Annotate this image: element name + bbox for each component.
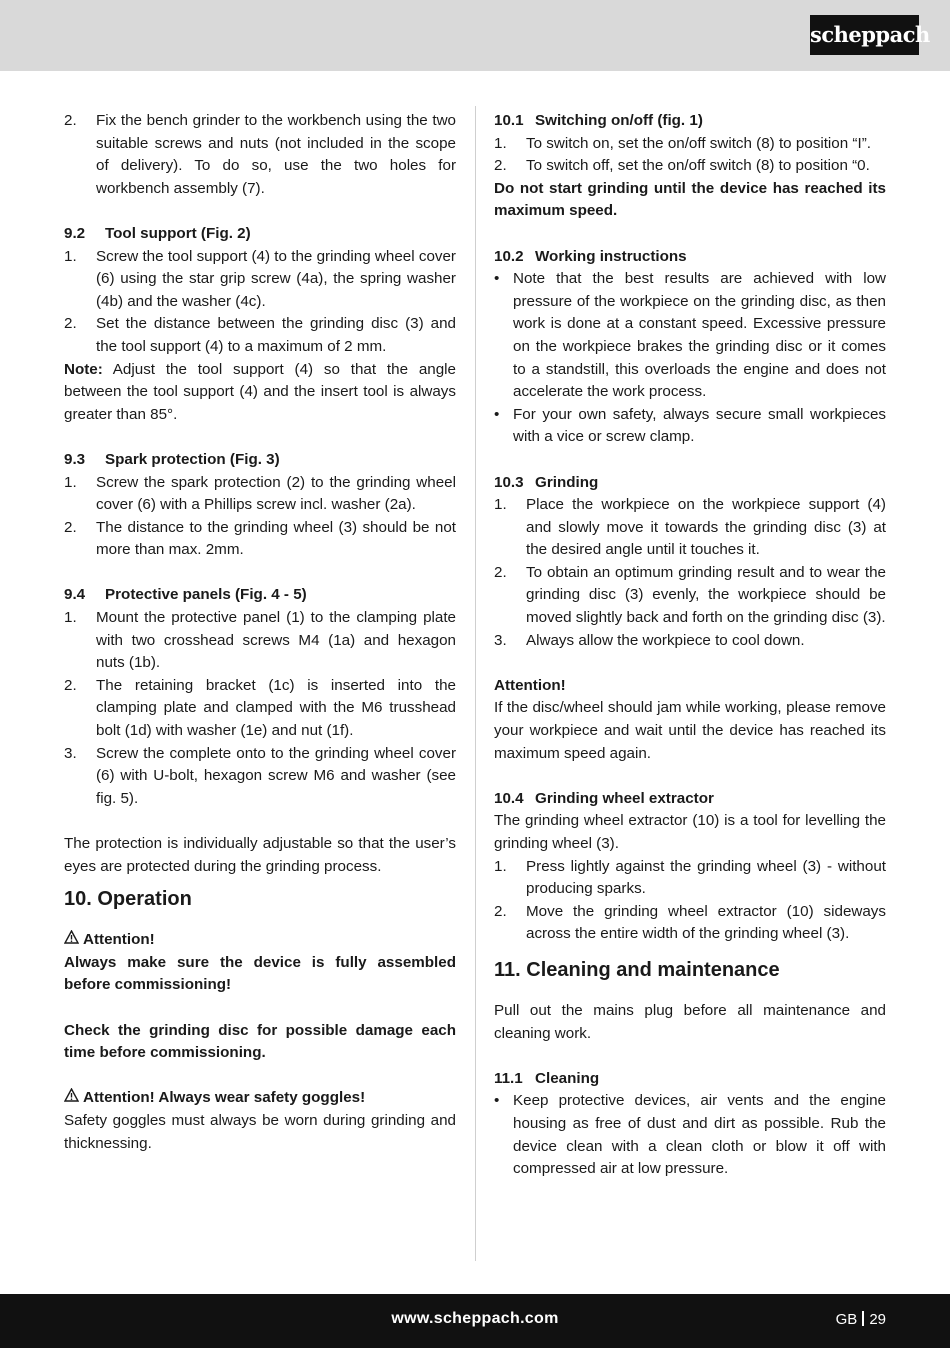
footer-url[interactable]: www.scheppach.com	[391, 1310, 559, 1327]
extractor-intro: The grinding wheel extractor (10) is a tool for levelling the grinding wheel (3).	[494, 812, 886, 852]
bullet-item: • For your own safety, always secure small workpieces with a vice or screw clamp.	[494, 404, 886, 449]
list-number: 3.	[494, 631, 507, 649]
section-title: Cleaning	[535, 1069, 600, 1087]
section-title: Switching on/off (fig. 1)	[535, 112, 703, 129]
list-text: Place the workpiece on the workpiece support (4) and slowly move it towards the grinding disc (3) at the desired angle until it touches it.	[526, 496, 886, 559]
section-heading-10-1	[494, 110, 886, 133]
section-number: 9.4	[64, 586, 86, 604]
list-grinding	[494, 494, 886, 652]
list-number: 2.	[64, 112, 77, 129]
section-heading-10: 10. Operation	[64, 888, 192, 911]
list-item	[64, 313, 456, 358]
maintenance-intro: Pull out the mains plug before all maintenance and cleaning work.	[494, 1001, 886, 1042]
section-title: Protective panels (Fig. 4 - 5)	[105, 586, 307, 604]
list-number: 1.	[494, 496, 507, 514]
right-column	[494, 110, 886, 1181]
list-text: Mount the protective panel (1) to the clamping plate with two crosshead screws M4 (1a) and hexagon nuts (1b).	[96, 609, 456, 672]
section-heading-9-2	[64, 223, 456, 246]
list-text: Fix the bench grinder to the workbench using the two suitable screws and nuts (not included in the scope of delivery). To do so, use the two holes for workbench assembly (7).	[96, 112, 456, 197]
bullet-item: • Note that the best results are achieved with low pressure of the workpiece on the grinding disc, as then work is done at a constant speed. Excessive pressure on the workpiece brakes the grinding disc or it comes to a standstill, this overloads the engine and does not accelerate the work process.	[494, 268, 886, 404]
list-item	[64, 246, 456, 314]
section-heading-9-3	[64, 449, 456, 472]
list-item	[494, 155, 886, 178]
page-number: 29	[869, 1311, 886, 1328]
list-text: Screw the spark protection (2) to the grinding wheel cover (6) with a Phillips screw incl. washer (2a).	[96, 473, 456, 514]
list-item	[494, 901, 886, 946]
section-number: 9.2	[64, 224, 86, 242]
list-item	[494, 856, 886, 901]
section-number: 10.1	[494, 112, 524, 129]
section-title: Grinding	[535, 473, 599, 491]
list-item	[64, 110, 456, 200]
section-heading-10-4	[494, 788, 886, 811]
list-text: To obtain an optimum grinding result and to wear the grinding disc (3) evenly, the workpiece should be moved slightly back and forth on the grinding disc (3).	[526, 563, 886, 627]
bullet-item: • Keep protective devices, air vents and the engine housing as free of dust and dirt as possible. Rub the device clean with a clean cloth or blow it off with compressed air at low pressure.	[494, 1090, 886, 1180]
warning-icon	[64, 1087, 79, 1110]
list-text: To switch on, set the on/off switch (8) to position “I”.	[526, 134, 871, 152]
goggles-paragraph: Safety goggles must always be worn during grinding and thicknessing.	[64, 1111, 456, 1152]
list-extractor	[494, 856, 886, 946]
section-number: 10.3	[494, 473, 524, 491]
list-item	[494, 630, 886, 653]
list-tool-support	[64, 246, 456, 359]
list-item	[494, 494, 886, 562]
protection-paragraph: The protection is individually adjustable so that the user’s eyes are protected during the grinding process.	[64, 835, 456, 875]
goggles-heading	[64, 1087, 456, 1110]
language-code: GB	[835, 1311, 858, 1328]
page-indicator	[836, 1311, 886, 1328]
attention-title: Attention!	[83, 931, 155, 949]
section-number: 9.3	[64, 450, 86, 468]
list-text: The distance to the grinding wheel (3) should be not more than max. 2mm.	[96, 518, 456, 559]
list-number: 2.	[494, 157, 507, 175]
list-number: 2.	[64, 518, 77, 536]
list-text: To switch off, set the on/off switch (8) to position “0.	[526, 157, 870, 175]
attention-title: Attention!	[494, 676, 566, 694]
jam-paragraph: If the disc/wheel should jam while working, please remove your workpiece and wait until the device has reached its maximum speed again.	[494, 699, 886, 762]
list-item	[494, 562, 886, 630]
attention-heading	[64, 929, 456, 952]
section-number: 10.2	[494, 247, 524, 265]
list-spark-protection	[64, 472, 456, 562]
column-divider	[475, 106, 476, 1261]
list-number: 1.	[64, 247, 77, 265]
list-text: The retaining bracket (1c) is inserted into the clamping plate and clamped with the M6 trusshead bolt (1d) with washer (1e) and nut (1f).	[96, 676, 456, 740]
list-cleaning	[494, 1090, 886, 1180]
list-number: 2.	[64, 676, 77, 694]
list-protective-panels	[64, 607, 456, 810]
section-heading-9-4	[64, 584, 456, 607]
list-text: Screw the tool support (4) to the grinding wheel cover (6) using the star grip screw (4a), the spring washer (4b) and the washer (4c).	[96, 247, 456, 310]
list-working-instructions	[494, 268, 886, 449]
separator	[862, 1311, 864, 1326]
section-heading-11: 11. Cleaning and maintenance	[494, 958, 780, 981]
warning-icon	[64, 929, 79, 952]
check-disc-warning: Check the grinding disc for possible damage each time before commissioning.	[64, 1021, 456, 1062]
note-label: Note:	[64, 360, 103, 378]
list-number: 3.	[64, 744, 77, 762]
list-text: Always allow the workpiece to cool down.	[526, 631, 805, 649]
section-number: 11.1	[494, 1069, 523, 1087]
section-heading-10-3	[494, 472, 886, 495]
list-number: 1.	[494, 134, 507, 152]
footer-bar	[0, 1294, 950, 1348]
section-title: Grinding wheel extractor	[535, 789, 714, 807]
list-item	[64, 743, 456, 811]
section-heading-10-2	[494, 246, 886, 269]
list-item	[64, 517, 456, 562]
list-mounting	[64, 110, 456, 200]
brand-logo: scheppach	[810, 15, 919, 55]
header-bar	[0, 0, 950, 71]
list-number: 1.	[494, 857, 507, 875]
list-item	[64, 675, 456, 743]
note-text: Adjust the tool support (4) so that the angle between the tool support (4) and the insert tool is always greater than 85°.	[64, 360, 456, 423]
list-text: Move the grinding wheel extractor (10) sideways across the entire width of the grinding wheel (3).	[526, 902, 886, 943]
assembly-warning: Always make sure the device is fully assembled before commissioning!	[64, 953, 456, 994]
section-number: 10.4	[494, 789, 524, 807]
goggles-title: Attention! Always wear safety goggles!	[83, 1089, 366, 1107]
list-number: 2.	[494, 563, 507, 581]
list-number: 2.	[494, 902, 507, 920]
speed-warning: Do not start grinding until the device has reached its maximum speed.	[494, 179, 886, 220]
section-title: Tool support (Fig. 2)	[105, 224, 251, 242]
note-paragraph	[64, 359, 456, 427]
list-text: Press lightly against the grinding wheel (3) - without producing sparks.	[526, 857, 886, 898]
list-text: Set the distance between the grinding disc (3) and the tool support (4) to a maximum of 2 mm.	[96, 315, 456, 355]
list-number: 1.	[64, 609, 77, 627]
section-heading-11-1	[494, 1068, 886, 1091]
list-switching	[494, 133, 886, 178]
list-item	[494, 133, 886, 156]
section-title: Working instructions	[535, 247, 687, 265]
left-column	[64, 110, 456, 1155]
list-item	[64, 607, 456, 675]
list-item	[64, 472, 456, 517]
list-text: Screw the complete onto to the grinding wheel cover (6) with U-bolt, hexagon screw M6 and washer (see fig. 5).	[96, 744, 456, 807]
list-number: 2.	[64, 315, 77, 333]
list-number: 1.	[64, 473, 77, 491]
section-title: Spark protection (Fig. 3)	[105, 450, 280, 468]
